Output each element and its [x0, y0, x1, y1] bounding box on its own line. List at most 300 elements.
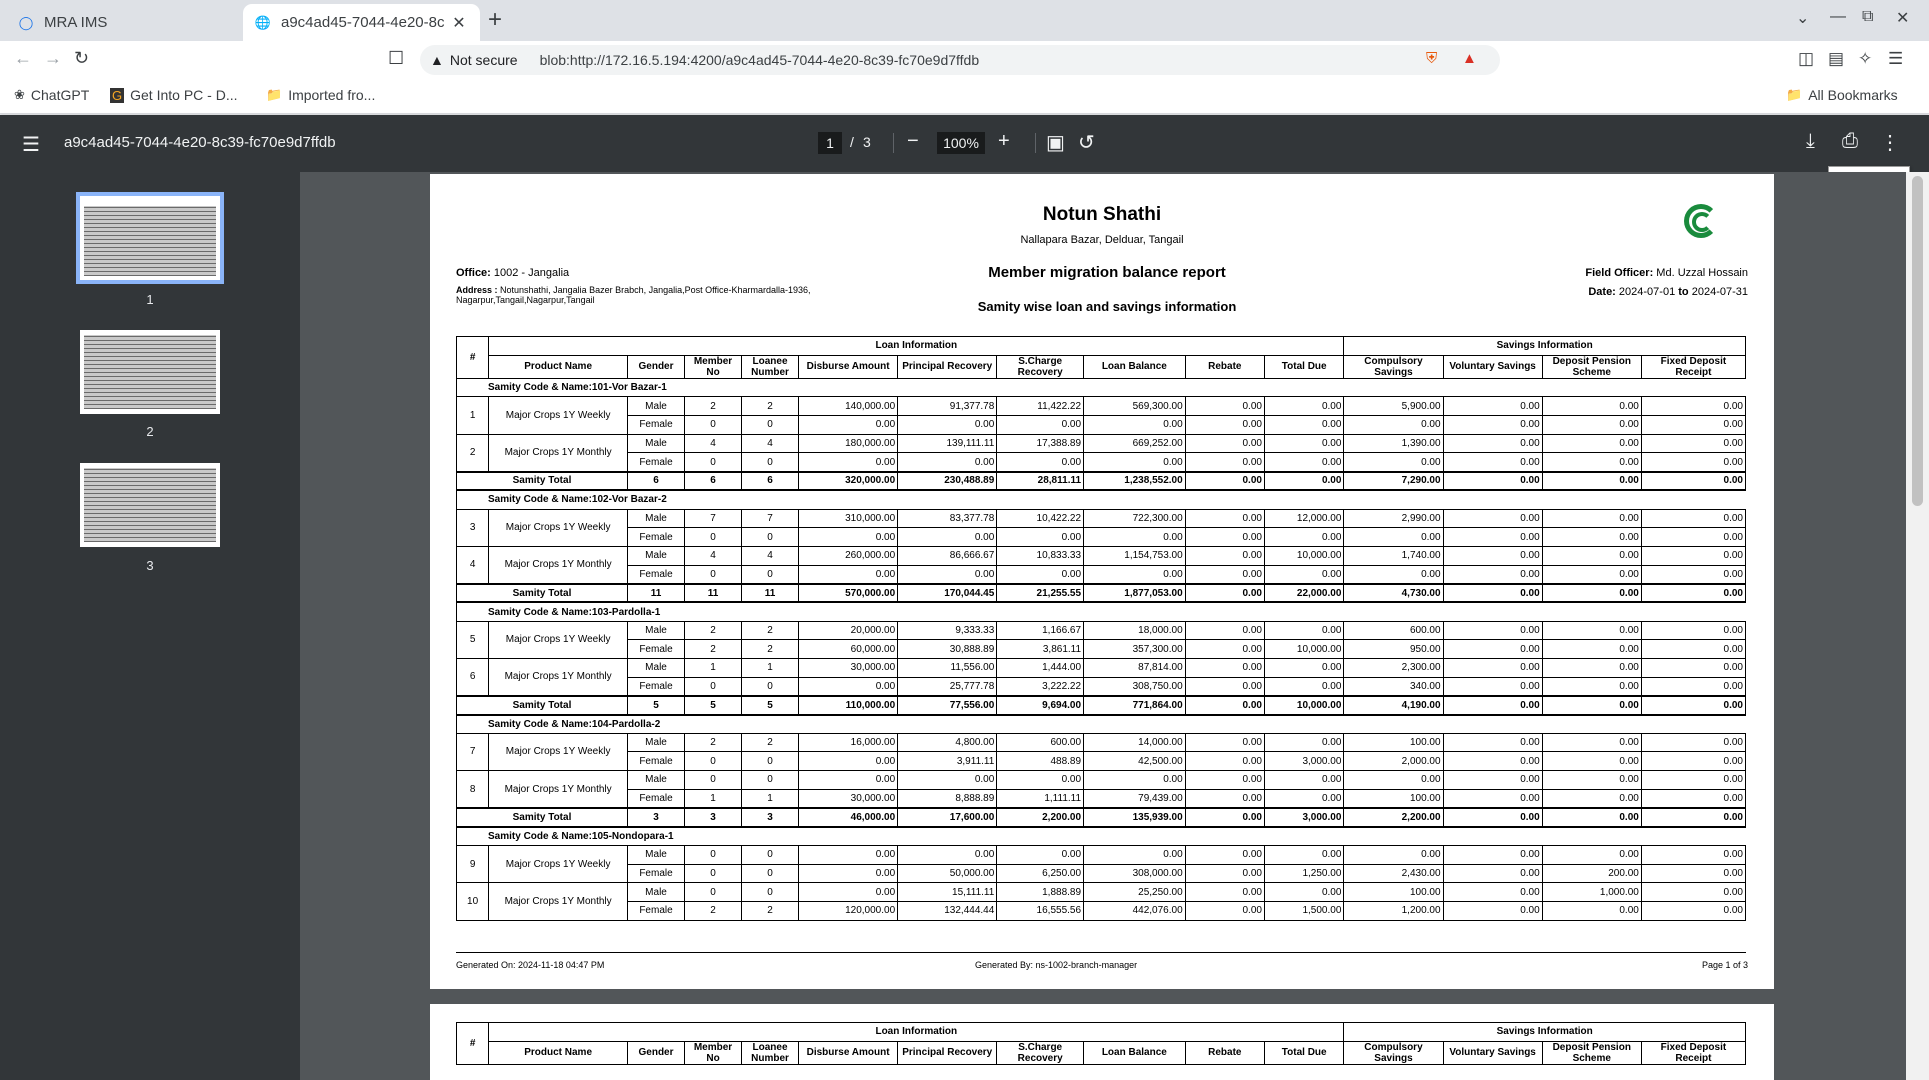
table-cell: 0.00: [1542, 509, 1641, 528]
bookmarks-bar: [0, 79, 1929, 114]
product-number: 7: [457, 733, 489, 770]
table-cell: 0: [742, 845, 799, 864]
bookmark-getintopc[interactable]: [110, 87, 238, 103]
table-cell: 0.00: [1443, 883, 1542, 902]
table-cell: 0.00: [1185, 752, 1264, 771]
table-cell: 2,000.00: [1344, 752, 1443, 771]
print-icon[interactable]: ⎙: [1842, 130, 1858, 152]
table-cell: 0.00: [1542, 453, 1641, 472]
table-cell: 2: [685, 901, 742, 920]
loan-info-header: Loan Information: [489, 1023, 1344, 1042]
table-cell: 10,000.00: [1264, 696, 1343, 715]
pdf-viewer[interactable]: [300, 172, 1906, 1080]
table-cell: 0.00: [1185, 509, 1264, 528]
table-cell: 0.00: [1185, 864, 1264, 883]
leo-icon[interactable]: ✧: [1858, 49, 1873, 68]
table-cell: 4: [742, 546, 799, 565]
table-cell: 0.00: [1443, 565, 1542, 584]
forward-icon[interactable]: →: [44, 48, 62, 68]
thumbnail-page-1[interactable]: [76, 192, 224, 284]
table-cell: Male: [628, 883, 685, 902]
product-name: Major Crops 1Y Weekly: [489, 397, 628, 434]
table-row: [457, 677, 1746, 696]
table-cell: 0.00: [1264, 677, 1343, 696]
table-cell: 0.00: [1542, 565, 1641, 584]
table-cell: 0: [685, 752, 742, 771]
page-total: 3: [863, 134, 871, 150]
table-cell: 16,000.00: [799, 733, 898, 752]
table-cell: 0.00: [1542, 677, 1641, 696]
product-number: 6: [457, 659, 489, 696]
table-cell: 230,488.89: [898, 472, 997, 491]
table-cell: 1: [742, 659, 799, 678]
browser-toolbar: [0, 41, 1929, 79]
table-row: [457, 509, 1746, 528]
table-row: [457, 416, 1746, 435]
table-cell: 0.00: [1344, 416, 1443, 435]
table-cell: 0.00: [1185, 472, 1264, 491]
pdf-page-2: [430, 1004, 1774, 1080]
table-cell: 0: [685, 416, 742, 435]
table-cell: 6: [742, 472, 799, 491]
column-header-number: #: [457, 337, 489, 379]
table-cell: 20,000.00: [799, 621, 898, 640]
product-number: 9: [457, 845, 489, 882]
table-cell: 200.00: [1542, 864, 1641, 883]
table-cell: 0.00: [799, 528, 898, 547]
table-cell: 0: [685, 677, 742, 696]
table-cell: 0.00: [1185, 883, 1264, 902]
tab-bar: [0, 0, 1929, 41]
table-cell: 0.00: [898, 528, 997, 547]
table-cell: 0: [742, 771, 799, 790]
restore-icon[interactable]: ⧉: [1862, 8, 1874, 25]
table-cell: Male: [628, 733, 685, 752]
column-header-rebate: Rebate: [1185, 1041, 1264, 1064]
table-cell: 0.00: [1084, 528, 1186, 547]
rotate-icon[interactable]: ↺: [1078, 132, 1095, 154]
table-cell: 0.00: [799, 845, 898, 864]
table-cell: 2: [685, 640, 742, 659]
table-cell: 0.00: [1185, 659, 1264, 678]
tab-pdf[interactable]: [243, 4, 480, 41]
close-tab-icon[interactable]: ✕: [452, 14, 466, 32]
brave-shield-icon[interactable]: ⛨: [1426, 50, 1438, 67]
table-cell: 0.00: [1084, 565, 1186, 584]
table-cell: 0.00: [1641, 397, 1745, 416]
table-cell: 1,000.00: [1542, 883, 1641, 902]
table-cell: 0.00: [1641, 883, 1745, 902]
product-name: Major Crops 1Y Monthly: [489, 771, 628, 808]
table-cell: 3,861.11: [997, 640, 1084, 659]
table-cell: 0.00: [1185, 733, 1264, 752]
table-cell: Male: [628, 546, 685, 565]
table-cell: 0.00: [799, 752, 898, 771]
footer-rule: [456, 952, 1746, 953]
table-cell: 30,000.00: [799, 659, 898, 678]
table-cell: 442,076.00: [1084, 901, 1186, 920]
table-cell: 2: [742, 640, 799, 659]
table-cell: 10,833.33: [997, 546, 1084, 565]
table-cell: 1,238,552.00: [1084, 472, 1186, 491]
table-cell: Male: [628, 659, 685, 678]
table-cell: 0.00: [898, 416, 997, 435]
table-cell: 0.00: [1641, 472, 1745, 491]
wallet-icon[interactable]: ▤: [1828, 49, 1845, 68]
samity-header-row: [457, 715, 1746, 734]
bookmark-label: ChatGPT: [30, 87, 90, 103]
table-cell: 1: [685, 789, 742, 808]
table-cell: 0.00: [1443, 472, 1542, 491]
table-cell: 0: [742, 752, 799, 771]
product-name: Major Crops 1Y Weekly: [489, 509, 628, 546]
getintopc-icon: G: [112, 87, 123, 103]
table-cell: 2: [742, 397, 799, 416]
table-cell: 570,000.00: [799, 584, 898, 603]
table-cell: 0.00: [1542, 546, 1641, 565]
column-header-loanee: Loanee Number: [742, 355, 799, 378]
table-cell: Female: [628, 677, 685, 696]
table-cell: 0.00: [1542, 696, 1641, 715]
table-cell: 1,888.89: [997, 883, 1084, 902]
tab-mra-ims[interactable]: [6, 4, 242, 41]
product-name: Major Crops 1Y Monthly: [489, 546, 628, 583]
table-cell: 0.00: [997, 565, 1084, 584]
column-header-compulsory: Compulsory Savings: [1344, 355, 1443, 378]
table-cell: 0.00: [1542, 416, 1641, 435]
zoom-out-icon[interactable]: −: [907, 130, 919, 152]
zoom-input[interactable]: 100%: [937, 132, 985, 154]
table-cell: 11: [685, 584, 742, 603]
table-cell: 0.00: [1542, 752, 1641, 771]
warning-icon[interactable]: ▲: [430, 52, 444, 68]
page-separator: /: [850, 134, 854, 150]
table-cell: 4: [742, 434, 799, 453]
table-cell: 0.00: [1185, 397, 1264, 416]
table-cell: 120,000.00: [799, 901, 898, 920]
table-cell: 5,900.00: [1344, 397, 1443, 416]
table-cell: 5: [742, 696, 799, 715]
savings-info-header: Savings Information: [1344, 337, 1746, 356]
reload-icon[interactable]: ↻: [74, 48, 90, 68]
table-cell: 0: [742, 528, 799, 547]
table-cell: 0.00: [1264, 845, 1343, 864]
column-header-disburse: Disburse Amount: [799, 355, 898, 378]
table-row: [457, 771, 1746, 790]
close-window-icon[interactable]: ✕: [1896, 10, 1910, 27]
table-cell: 0.00: [1264, 565, 1343, 584]
table-cell: 10,422.22: [997, 509, 1084, 528]
samity-total-label: Samity Total: [457, 584, 628, 603]
table-cell: 0.00: [1443, 864, 1542, 883]
table-cell: 0.00: [997, 528, 1084, 547]
table-cell: 0: [685, 883, 742, 902]
table-cell: 0.00: [1542, 528, 1641, 547]
table-row: [457, 864, 1746, 883]
table-cell: 0.00: [1443, 453, 1542, 472]
table-cell: 0.00: [1264, 434, 1343, 453]
table-cell: 11: [742, 584, 799, 603]
menu-icon[interactable]: ☰: [1888, 49, 1904, 68]
samity-total-label: Samity Total: [457, 696, 628, 715]
scrollbar[interactable]: [1906, 172, 1929, 1080]
table-cell: 0.00: [1641, 696, 1745, 715]
table-cell: 135,939.00: [1084, 808, 1186, 827]
samity-total-row: [457, 584, 1746, 603]
table-cell: 0.00: [1344, 528, 1443, 547]
table-cell: 0.00: [1542, 434, 1641, 453]
column-header-product: Product Name: [489, 1041, 628, 1064]
table-cell: 320,000.00: [799, 472, 898, 491]
table-cell: 0.00: [1443, 789, 1542, 808]
table-cell: 0.00: [1542, 621, 1641, 640]
thumbnail-number: 2: [146, 424, 154, 439]
table-cell: 0.00: [1641, 808, 1745, 827]
table-cell: 25,250.00: [1084, 883, 1186, 902]
table-cell: 77,556.00: [898, 696, 997, 715]
tab-title: MRA IMS: [44, 14, 108, 31]
product-number: 4: [457, 546, 489, 583]
zoom-in-icon[interactable]: +: [998, 130, 1010, 152]
table-cell: 488.89: [997, 752, 1084, 771]
table-cell: 2,990.00: [1344, 509, 1443, 528]
table-cell: 0: [685, 864, 742, 883]
table-cell: 0.00: [1443, 397, 1542, 416]
table-cell: 0.00: [799, 416, 898, 435]
table-cell: 0.00: [799, 453, 898, 472]
table-cell: 771,864.00: [1084, 696, 1186, 715]
table-cell: 2,200.00: [997, 808, 1084, 827]
table-cell: 1,111.11: [997, 789, 1084, 808]
table-cell: 0: [742, 453, 799, 472]
table-cell: 110,000.00: [799, 696, 898, 715]
table-cell: 0.00: [1641, 864, 1745, 883]
table-cell: 0.00: [1641, 733, 1745, 752]
table-cell: 0.00: [1641, 677, 1745, 696]
table-cell: 6,250.00: [997, 864, 1084, 883]
table-row: [457, 546, 1746, 565]
table-cell: 11,556.00: [898, 659, 997, 678]
samity-header-row: [457, 378, 1746, 397]
bookmark-label: Get Into PC - D...: [130, 87, 238, 103]
scrollbar-thumb[interactable]: [1912, 176, 1923, 506]
table-cell: 0.00: [1264, 453, 1343, 472]
table-cell: 0.00: [1641, 509, 1745, 528]
office-line: Office: 1002 - Jangalia: [456, 267, 570, 279]
table-cell: 0.00: [997, 771, 1084, 790]
pdf-page-1: [430, 174, 1774, 989]
column-header-voluntary: Voluntary Savings: [1443, 355, 1542, 378]
samity-header-row: [457, 827, 1746, 846]
table-cell: 0.00: [1344, 771, 1443, 790]
table-cell: 25,777.78: [898, 677, 997, 696]
product-name: Major Crops 1Y Monthly: [489, 659, 628, 696]
table-cell: 0.00: [1185, 901, 1264, 920]
table-cell: 30,000.00: [799, 789, 898, 808]
table-cell: 140,000.00: [799, 397, 898, 416]
table-cell: Female: [628, 640, 685, 659]
fit-page-icon[interactable]: ▣: [1046, 132, 1065, 154]
table-cell: 0.00: [1443, 509, 1542, 528]
table-cell: 0.00: [1542, 472, 1641, 491]
table-cell: Male: [628, 434, 685, 453]
table-cell: 0.00: [1084, 845, 1186, 864]
table-cell: 0.00: [1264, 789, 1343, 808]
table-cell: 79,439.00: [1084, 789, 1186, 808]
table-cell: 722,300.00: [1084, 509, 1186, 528]
report-table: [456, 336, 1746, 921]
table-cell: 0: [685, 565, 742, 584]
column-header-loanee: Loanee Number: [742, 1041, 799, 1064]
download-icon[interactable]: ⤓: [1806, 130, 1815, 152]
column-header-product: Product Name: [489, 355, 628, 378]
table-cell: 0.00: [1641, 789, 1745, 808]
column-header-voluntary: Voluntary Savings: [1443, 1041, 1542, 1064]
table-cell: 0.00: [1443, 771, 1542, 790]
column-header-dps: Deposit Pension Scheme: [1542, 355, 1641, 378]
table-cell: 0.00: [1185, 640, 1264, 659]
thumbnail-sidebar: [0, 172, 300, 1080]
table-cell: 340.00: [1344, 677, 1443, 696]
table-cell: 2,200.00: [1344, 808, 1443, 827]
table-cell: 0.00: [1443, 528, 1542, 547]
table-cell: 28,811.11: [997, 472, 1084, 491]
generated-on: Generated On: 2024-11-18 04:47 PM: [456, 960, 605, 970]
table-row: [457, 752, 1746, 771]
table-cell: 950.00: [1344, 640, 1443, 659]
table-cell: 10,000.00: [1264, 546, 1343, 565]
table-cell: 4: [685, 434, 742, 453]
table-cell: 0.00: [1641, 453, 1745, 472]
table-cell: 0.00: [1344, 845, 1443, 864]
table-cell: 132,444.44: [898, 901, 997, 920]
more-options-icon[interactable]: ⋮: [1880, 132, 1900, 154]
column-header-gender: Gender: [628, 1041, 685, 1064]
bookmark-icon[interactable]: ☐: [388, 48, 405, 68]
chatgpt-icon: ❀: [14, 87, 25, 102]
table-cell: 0.00: [1542, 771, 1641, 790]
table-cell: 0.00: [1084, 771, 1186, 790]
thumbnail-page-2[interactable]: [80, 330, 220, 414]
table-cell: 0.00: [1185, 789, 1264, 808]
thumbnail-lines: [84, 206, 216, 276]
url-text[interactable]: blob:http://172.16.5.194:4200/a9c4ad45-7044-4e20-8c39-fc70e9d7ffdb: [539, 52, 980, 68]
table-cell: 0.00: [1443, 640, 1542, 659]
table-cell: 0: [685, 845, 742, 864]
table-cell: 0.00: [1542, 584, 1641, 603]
column-header-fdr: Fixed Deposit Receipt: [1641, 355, 1745, 378]
table-cell: 9,694.00: [997, 696, 1084, 715]
table-row: [457, 901, 1746, 920]
report-title: Member migration balance report: [988, 264, 1226, 281]
table-cell: 83,377.78: [898, 509, 997, 528]
bookmark-folder-imported[interactable]: [266, 87, 375, 103]
table-cell: 1,166.67: [997, 621, 1084, 640]
thumbnail-number: 3: [146, 558, 154, 573]
table-cell: 3: [742, 808, 799, 827]
table-cell: 0.00: [1641, 771, 1745, 790]
table-cell: 2,430.00: [1344, 864, 1443, 883]
all-bookmarks[interactable]: [1786, 87, 1898, 103]
org-name: Notun Shathi: [1042, 204, 1162, 225]
logo-ring: [1692, 212, 1712, 232]
table-cell: 11,422.22: [997, 397, 1084, 416]
table-cell: Female: [628, 565, 685, 584]
table-cell: Female: [628, 752, 685, 771]
table-cell: 357,300.00: [1084, 640, 1186, 659]
product-number: 1: [457, 397, 489, 434]
rewards-icon[interactable]: ▲: [1462, 50, 1477, 67]
table-cell: 600.00: [1344, 621, 1443, 640]
table-row: [457, 528, 1746, 547]
table-cell: 0.00: [1185, 434, 1264, 453]
column-header-total-due: Total Due: [1264, 355, 1343, 378]
table-cell: 0.00: [799, 771, 898, 790]
address-bar[interactable]: [420, 45, 1500, 75]
back-icon[interactable]: ←: [14, 48, 32, 68]
table-cell: 0.00: [1641, 546, 1745, 565]
product-name: Major Crops 1Y Monthly: [489, 434, 628, 471]
date-range: Date: 2024-07-01 to 2024-07-31: [1588, 286, 1748, 298]
table-cell: 15,111.11: [898, 883, 997, 902]
savings-info-header: Savings Information: [1344, 1023, 1746, 1042]
table-cell: 0.00: [1443, 808, 1542, 827]
table-row: [457, 397, 1746, 416]
new-tab-icon[interactable]: +: [488, 6, 503, 33]
page-number-input[interactable]: 1: [818, 132, 842, 154]
security-label[interactable]: Not secure: [449, 52, 518, 68]
thumbnail-number: 1: [146, 292, 154, 307]
table-cell: 100.00: [1344, 789, 1443, 808]
hamburger-menu-icon[interactable]: ☰: [22, 134, 40, 156]
table-cell: 669,252.00: [1084, 434, 1186, 453]
table-cell: 3,000.00: [1264, 808, 1343, 827]
minimize-icon[interactable]: —: [1830, 8, 1846, 25]
table-cell: 4,190.00: [1344, 696, 1443, 715]
table-cell: Male: [628, 621, 685, 640]
product-name: Major Crops 1Y Weekly: [489, 845, 628, 882]
table-cell: 0.00: [1641, 565, 1745, 584]
table-cell: 0.00: [1542, 808, 1641, 827]
table-cell: 0.00: [799, 883, 898, 902]
table-row: [457, 453, 1746, 472]
thumbnail-page-3[interactable]: [80, 463, 220, 547]
table-cell: 308,750.00: [1084, 677, 1186, 696]
table-cell: 2: [742, 621, 799, 640]
tab-search-icon[interactable]: ⌄: [1796, 10, 1810, 27]
table-cell: 86,666.67: [898, 546, 997, 565]
report-table-header: [456, 1022, 1746, 1065]
table-row: [457, 845, 1746, 864]
table-cell: 0.00: [1185, 416, 1264, 435]
table-cell: 0.00: [1264, 659, 1343, 678]
table-cell: 0.00: [1185, 845, 1264, 864]
table-cell: 0.00: [1641, 434, 1745, 453]
table-cell: 0.00: [1443, 416, 1542, 435]
mra-logo-icon: ◯: [18, 14, 34, 30]
bookmark-chatgpt[interactable]: [14, 87, 89, 103]
table-cell: 18,000.00: [1084, 621, 1186, 640]
table-row: [457, 659, 1746, 678]
column-header-gender: Gender: [628, 355, 685, 378]
column-header-member-no: Member No: [685, 355, 742, 378]
table-cell: 60,000.00: [799, 640, 898, 659]
sidebar-icon[interactable]: ◫: [1798, 49, 1815, 68]
table-row: [457, 565, 1746, 584]
table-cell: 17,388.89: [997, 434, 1084, 453]
table-cell: 0: [685, 528, 742, 547]
table-cell: 0.00: [1264, 733, 1343, 752]
